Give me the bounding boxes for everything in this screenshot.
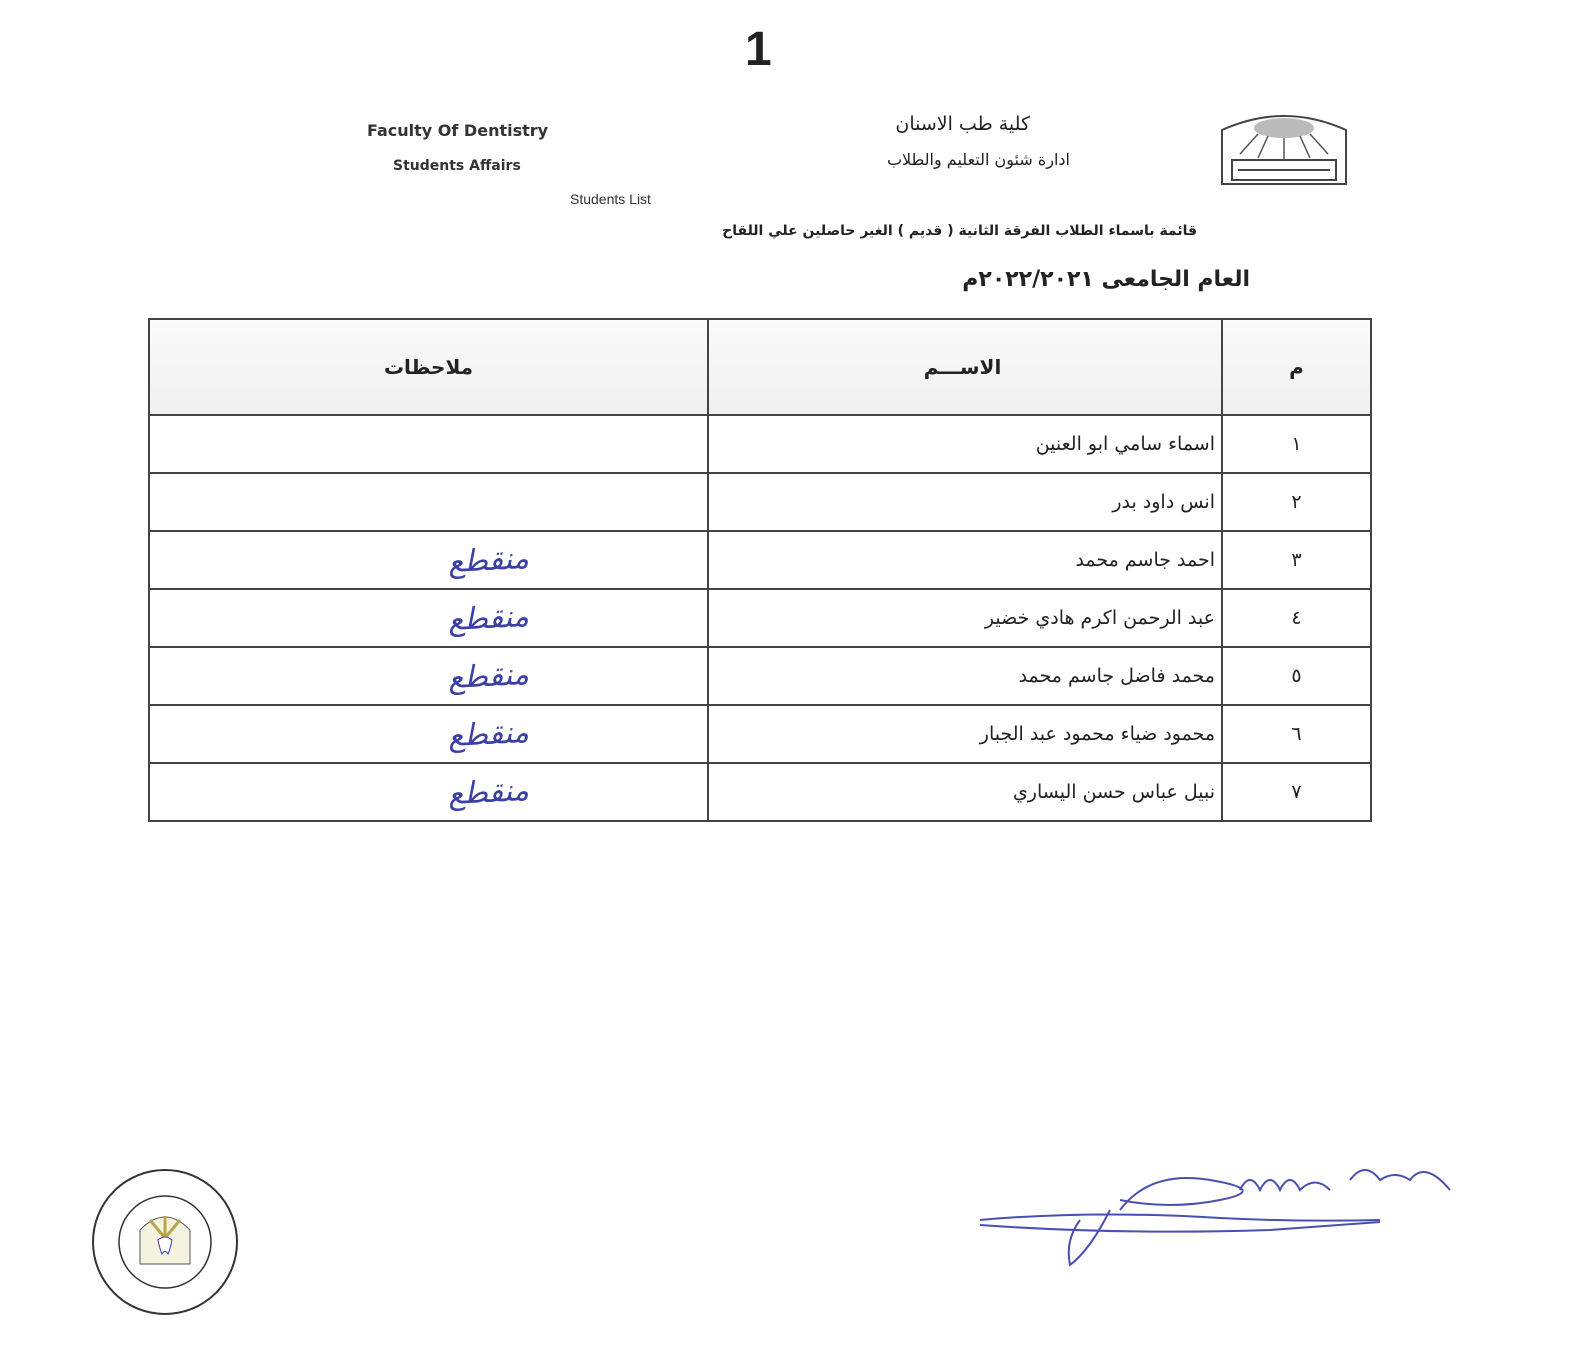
handwritten-note: منقطع bbox=[447, 598, 530, 638]
handwritten-note: منقطع bbox=[447, 772, 530, 812]
document-type: Students List bbox=[570, 191, 651, 207]
handwritten-note: منقطع bbox=[447, 540, 530, 580]
header-num: م bbox=[1222, 319, 1371, 415]
table-row bbox=[149, 763, 1371, 821]
student-name: محمد فاضل جاسم محمد bbox=[708, 647, 1222, 705]
notes-cell bbox=[149, 473, 708, 531]
department-en: Students Affairs bbox=[393, 158, 521, 174]
header-notes: ملاحظات bbox=[149, 319, 708, 415]
row-number: ٦ bbox=[1222, 705, 1371, 763]
row-number: ٢ bbox=[1222, 473, 1371, 531]
student-name: انس داود بدر bbox=[708, 473, 1222, 531]
notes-cell bbox=[149, 647, 708, 705]
notes-cell bbox=[149, 763, 708, 821]
notes-cell bbox=[149, 589, 708, 647]
student-name: نبيل عباس حسن اليساري bbox=[708, 763, 1222, 821]
faculty-name-en: Faculty Of Dentistry bbox=[367, 121, 549, 140]
handwritten-note: منقطع bbox=[447, 714, 530, 754]
row-number: ٤ bbox=[1222, 589, 1371, 647]
faculty-name-ar: كلية طب الاسنان bbox=[895, 113, 1030, 135]
official-stamp bbox=[90, 1168, 240, 1316]
row-number: ٥ bbox=[1222, 647, 1371, 705]
table-row bbox=[149, 705, 1371, 763]
table-row bbox=[149, 473, 1371, 531]
student-name: عبد الرحمن اكرم هادي خضير bbox=[708, 589, 1222, 647]
table-header-row bbox=[149, 319, 1371, 415]
notes-cell bbox=[149, 705, 708, 763]
university-logo bbox=[1218, 110, 1350, 186]
table-row bbox=[149, 415, 1371, 473]
list-title: قائمة باسماء الطلاب الفرقة الثانية ( قديم ) الغير حاصلين علي اللقاح bbox=[722, 223, 1197, 239]
header-name: الاســـم bbox=[708, 319, 1222, 415]
students-table bbox=[148, 318, 1372, 822]
academic-year: العام الجامعى ٢٠٢٢/٢٠٢١م bbox=[962, 267, 1250, 292]
signature bbox=[970, 1150, 1480, 1280]
row-number: ٣ bbox=[1222, 531, 1371, 589]
table-row bbox=[149, 531, 1371, 589]
handwritten-note: منقطع bbox=[447, 656, 530, 696]
notes-cell bbox=[149, 531, 708, 589]
notes-cell bbox=[149, 415, 708, 473]
row-number: ١ bbox=[1222, 415, 1371, 473]
student-name: اسماء سامي ابو العنين bbox=[708, 415, 1222, 473]
department-ar: ادارة شئون التعليم والطلاب bbox=[886, 150, 1070, 169]
table-row bbox=[149, 647, 1371, 705]
row-number: ٧ bbox=[1222, 763, 1371, 821]
table-row bbox=[149, 589, 1371, 647]
student-name: محمود ضياء محمود عبد الجبار bbox=[708, 705, 1222, 763]
student-name: احمد جاسم محمد bbox=[708, 531, 1222, 589]
page-number: 1 bbox=[745, 23, 772, 76]
